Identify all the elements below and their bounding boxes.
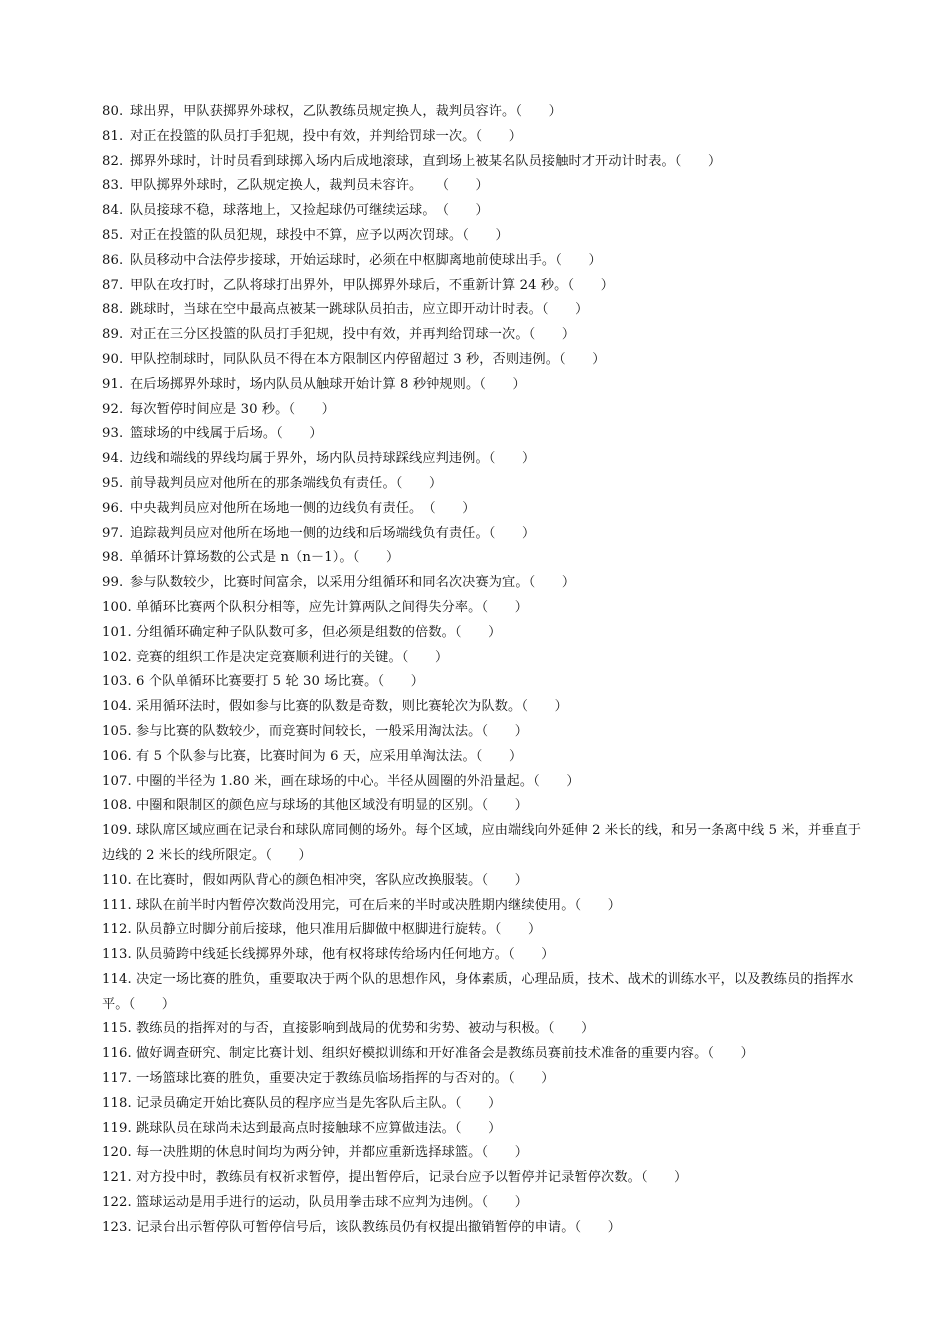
question-item [102, 596, 872, 621]
question-number: 93. [102, 426, 124, 442]
question-text: 参与队数较少，比赛时间富余，以采用分组循环和同名次决赛为宜。（ ） [130, 575, 576, 591]
question-item [102, 1166, 872, 1191]
question-item [102, 571, 872, 596]
question-number: 101. [102, 624, 132, 640]
question-text: 中央裁判员应对他所在场地一侧的边线负有责任。 （ ） [130, 500, 476, 516]
question-item [102, 174, 872, 199]
question-text: 篮球运动是用手进行的运动，队员用拳击球不应判为违例。（ ） [136, 1195, 529, 1211]
question-text: 球队席区域应画在记录台和球队席同侧的场外。每个区域，应由端线向外延伸 2 米长的线，和另一条离中线 5 米，并垂直于边线的 2 米长的线所限定。（ ） [102, 823, 862, 863]
question-item [102, 274, 872, 299]
question-item [102, 546, 872, 571]
question-item [102, 1017, 872, 1042]
question-number: 81. [102, 128, 124, 144]
question-text: 在比赛时，假如两队背心的颜色相冲突，客队应改换服装。（ ） [136, 872, 529, 888]
question-item [102, 472, 872, 497]
question-number: 98. [102, 550, 124, 566]
question-text: 边线和端线的界线均属于界外，场内队员持球踩线应判违例。（ ） [130, 451, 536, 467]
question-item [102, 522, 872, 547]
question-number: 110. [102, 872, 132, 888]
question-text: 记录台出示暂停队可暂停信号后，该队教练员仍有权提出撤销暂停的申请。（ ） [136, 1219, 622, 1235]
question-item [102, 373, 872, 398]
question-item [102, 869, 872, 894]
question-number: 122. [102, 1195, 132, 1211]
question-text: 参与比赛的队数较少，而竞赛时间较长，一般采用淘汰法。（ ） [136, 723, 529, 739]
question-number: 109. [102, 823, 132, 839]
question-item [102, 323, 872, 348]
question-item [102, 150, 872, 175]
question-item [102, 670, 872, 695]
question-item [102, 968, 872, 1018]
question-text: 有 5 个队参与比赛，比赛时间为 6 天，应采用单淘汰法。（ ） [136, 748, 523, 764]
question-number: 120. [102, 1145, 132, 1161]
question-text: 对正在三分区投篮的队员打手犯规，投中有效，并再判给罚球一次。（ ） [130, 327, 576, 343]
question-item [102, 422, 872, 447]
question-text: 队员接球不稳，球落地上，又捡起球仍可继续运球。 （ ） [130, 203, 489, 219]
question-list [0, 100, 872, 1241]
question-text: 队员骑跨中线延长线掷界外球，他有权将球传给场内任何地方。（ ） [136, 947, 555, 963]
question-text: 分组循环确定种子队队数可多，但必须是组数的倍数。（ ） [136, 624, 502, 640]
question-item [102, 720, 872, 745]
question-text: 教练员的指挥对的与否，直接影响到战局的优势和劣势、被动与积极。（ ） [136, 1021, 595, 1037]
question-item [102, 199, 872, 224]
question-number: 103. [102, 674, 132, 690]
question-item [102, 447, 872, 472]
question-text: 采用循环法时，假如参与比赛的队数是奇数，则比赛轮次为队数。（ ） [136, 699, 568, 715]
question-text: 单循环计算场数的公式是 n（n－1）。（ ） [130, 550, 400, 566]
question-number: 92. [102, 401, 124, 417]
question-number: 86. [102, 252, 124, 268]
question-text: 甲队控制球时，同队队员不得在本方限制区内停留超过 3 秒，否则违例。（ ） [130, 351, 606, 367]
question-number: 95. [102, 475, 124, 491]
question-item [102, 646, 872, 671]
question-number: 83. [102, 178, 124, 194]
question-text: 跳球队员在球尚未达到最高点时接触球不应算做违法。（ ） [136, 1120, 502, 1136]
question-item [102, 100, 872, 125]
question-item [102, 745, 872, 770]
question-number: 123. [102, 1219, 132, 1235]
question-item [102, 794, 872, 819]
question-item [102, 1141, 872, 1166]
question-number: 104. [102, 699, 132, 715]
question-item [102, 298, 872, 323]
question-number: 107. [102, 773, 132, 789]
question-item [102, 770, 872, 795]
question-number: 91. [102, 376, 124, 392]
question-text: 甲队掷界外球时，乙队规定换人，裁判员未容许。 （ ） [130, 178, 489, 194]
question-item [102, 621, 872, 646]
question-text: 对正在投篮的队员打手犯规，投中有效，并判给罚球一次。（ ） [130, 128, 523, 144]
question-number: 97. [102, 525, 124, 541]
question-number: 117. [102, 1071, 132, 1087]
question-item [102, 1092, 872, 1117]
question-item [102, 1067, 872, 1092]
question-text: 竞赛的组织工作是决定竞赛顺利进行的关键。（ ） [136, 649, 449, 665]
question-text: 中圈和限制区的颜色应与球场的其他区域没有明显的区别。（ ） [136, 798, 529, 814]
question-text: 掷界外球时，计时员看到球掷入场内后成地滚球，直到场上被某名队员接触时才开动计时表。（ ） [130, 153, 722, 169]
question-item [102, 918, 872, 943]
question-text: 球出界，甲队获掷界外球权，乙队教练员规定换人，裁判员容许。（ ） [130, 104, 562, 119]
question-item [102, 943, 872, 968]
question-item [102, 1117, 872, 1142]
question-text: 每一决胜期的休息时间均为两分钟，并都应重新选择球篮。（ ） [136, 1145, 529, 1161]
question-item [102, 1042, 872, 1067]
question-item [102, 819, 872, 869]
question-number: 84. [102, 203, 124, 219]
question-text: 决定一场比赛的胜负，重要取决于两个队的思想作风，身体素质，心理品质，技术、战术的训练水平，以及教练员的指挥水平。（ ） [102, 971, 854, 1012]
question-item [102, 695, 872, 720]
question-number: 119. [102, 1120, 132, 1136]
question-text: 篮球场的中线属于后场。（ ） [130, 426, 323, 442]
question-text: 中圈的半径为 1.80 米，画在球场的中心。半径从圆圈的外沿量起。（ ） [136, 773, 580, 789]
question-text: 对方投中时，教练员有权祈求暂停，提出暂停后，记录台应予以暂停并记录暂停次数。（ ） [136, 1170, 688, 1186]
question-number: 112. [102, 922, 132, 938]
question-item [102, 1216, 872, 1241]
question-number: 106. [102, 748, 132, 764]
question-number: 90. [102, 351, 124, 367]
question-item [102, 497, 872, 522]
question-item [102, 125, 872, 150]
question-item [102, 224, 872, 249]
question-number: 96. [102, 500, 124, 516]
question-number: 88. [102, 302, 124, 318]
question-number: 82. [102, 153, 124, 169]
question-number: 100. [102, 599, 132, 615]
question-number: 89. [102, 327, 124, 343]
question-number: 85. [102, 227, 124, 243]
question-text: 队员静立时脚分前后接球，他只准用后脚做中枢脚进行旋转。（ ） [136, 922, 542, 938]
question-number: 113. [102, 947, 132, 963]
question-text: 记录员确定开始比赛队员的程序应当是先客队后主队。（ ） [136, 1095, 502, 1111]
question-number: 116. [102, 1046, 132, 1062]
question-text: 做好调查研究、制定比赛计划、组织好模拟训练和开好准备会是教练员赛前技术准备的重要内容。（ ） [136, 1046, 754, 1062]
question-number: 80. [102, 104, 124, 119]
question-text: 甲队在攻打时，乙队将球打出界外，甲队掷界外球后，不重新计算 24 秒。（ ） [130, 277, 615, 293]
question-number: 105. [102, 723, 132, 739]
question-number: 102. [102, 649, 132, 665]
question-text: 单循环比赛两个队积分相等，应先计算两队之间得失分率。（ ） [136, 599, 529, 615]
question-text: 一场篮球比赛的胜负，重要决定于教练员临场指挥的与否对的。（ ） [136, 1071, 555, 1087]
question-text: 在后场掷界外球时，场内队员从触球开始计算 8 秒钟规则。（ ） [130, 376, 526, 392]
question-text: 每次暂停时间应是 30 秒。（ ） [130, 401, 335, 417]
question-item [102, 894, 872, 919]
question-text: 追踪裁判员应对他所在场地一侧的边线和后场端线负有责任。（ ） [130, 525, 536, 541]
question-number: 111. [102, 897, 132, 913]
question-number: 118. [102, 1095, 132, 1111]
question-text: 跳球时，当球在空中最高点被某一跳球队员拍击，应立即开动计时表。（ ） [130, 302, 589, 318]
question-item [102, 249, 872, 274]
question-number: 114. [102, 971, 132, 987]
question-number: 94. [102, 451, 124, 467]
question-text: 对正在投篮的队员犯规，球投中不算，应予以两次罚球。（ ） [130, 227, 509, 243]
question-number: 87. [102, 277, 124, 293]
question-item [102, 1191, 872, 1216]
question-text: 队员移动中合法停步接球，开始运球时，必须在中枢脚离地前使球出手。（ ） [130, 252, 602, 268]
question-text: 6 个队单循环比赛要打 5 轮 30 场比赛。（ ） [136, 674, 424, 690]
question-text: 前导裁判员应对他所在的那条端线负有责任。（ ） [130, 475, 443, 491]
question-number: 108. [102, 798, 132, 814]
question-item [102, 348, 872, 373]
question-number: 121. [102, 1170, 132, 1186]
question-text: 球队在前半时内暂停次数尚没用完，可在后来的半时或决胜期内继续使用。（ ） [136, 897, 622, 913]
question-item [102, 398, 872, 423]
question-number: 99. [102, 575, 124, 591]
question-number: 115. [102, 1021, 132, 1037]
